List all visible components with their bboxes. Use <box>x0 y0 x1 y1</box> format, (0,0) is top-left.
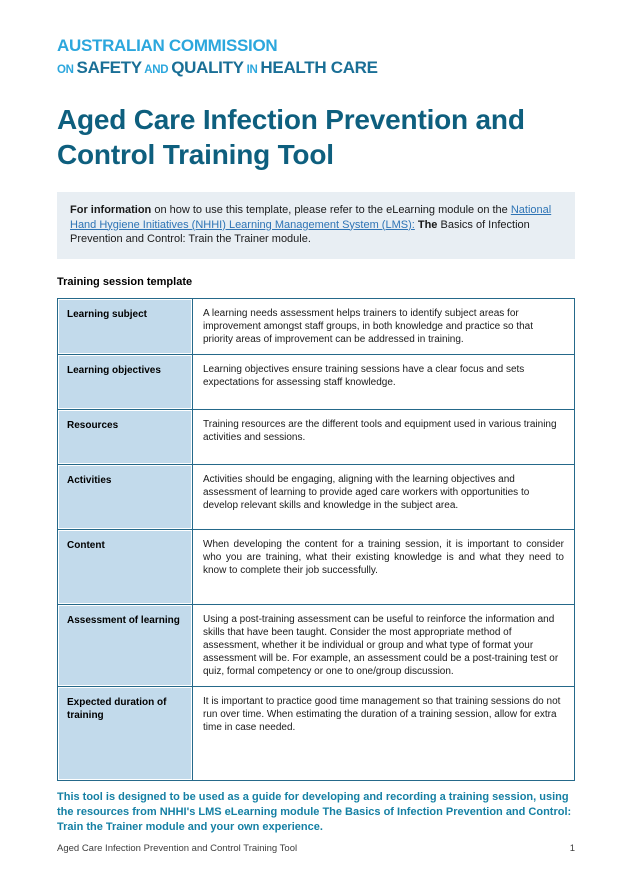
guidance-note: This tool is designed to be used as a guide for developing and recording a training session, using the resources from NHHI's LMS eLearning module The Basics of Infection Prevention and Control: Train the Trainer module and your own experience. <box>57 790 572 833</box>
nhhi-lms-link[interactable]: National Hand Hygiene Initiatives (NHHI) Learning Management System (LMS): <box>70 204 552 231</box>
section-heading: Training session template <box>57 275 193 288</box>
table-row <box>58 464 575 529</box>
info-text-before-link: on how to use this template, please refer to the eLearning module on the <box>151 204 511 216</box>
training-session-table <box>57 298 575 781</box>
logo-line2 <box>57 56 575 82</box>
row-text-cell: When developing the content for a training session, it is important to consider who you are training, what their existing knowledge is and what they need to know to complete their job successfully. <box>193 529 575 604</box>
row-label-cell: Learning subject <box>58 298 193 354</box>
row-text-cell: Activities should be engaging, aligning with the learning objectives and assessment of learning to provide aged care workers with opportunities to develop relevant skills and knowledge in the subject area. <box>193 464 575 529</box>
row-text-cell: Using a post-training assessment can be useful to reinforce the information and skills that have been taught. Consider the most appropriate method of assessment, whether it be individual or group and what type of format your assessment will be. For example, an assessment could be a post-training test or quiz, formal competency or one to one/group discussion. <box>193 604 575 686</box>
table-row <box>58 298 575 354</box>
row-label-cell: Content <box>58 529 193 604</box>
row-label-cell: Assessment of learning <box>58 604 193 686</box>
row-label-cell: Learning objectives <box>58 354 193 409</box>
row-text-cell: Learning objectives ensure training sessions have a clear focus and sets expectations for assessing staff knowledge. <box>193 354 575 409</box>
logo-word-in: IN <box>243 64 261 76</box>
logo-word-healthcare: HEALTH CARE <box>260 58 378 77</box>
row-text-cell: A learning needs assessment helps trainers to identify subject areas for improvement amongst staff groups, in both knowledge and practice so that priority areas of improvement can be addressed in training. <box>193 298 575 354</box>
logo-word-quality: QUALITY <box>171 58 244 77</box>
table-row <box>58 686 575 780</box>
table-row <box>58 409 575 464</box>
table-row <box>58 529 575 604</box>
page-footer <box>57 843 575 854</box>
row-label-cell: Activities <box>58 464 193 529</box>
info-bold-the: The <box>414 218 438 231</box>
table-row <box>58 604 575 686</box>
footer-title: Aged Care Infection Prevention and Control Training Tool <box>57 843 298 854</box>
logo-word-on: ON <box>57 64 77 76</box>
row-text-cell: Training resources are the different tools and equipment used in various training activities and sessions. <box>193 409 575 464</box>
acsqhc-logo <box>57 36 575 82</box>
logo-word-and: AND <box>141 64 172 76</box>
info-lead-bold: For information <box>70 204 152 216</box>
info-box <box>57 192 575 259</box>
info-text-after-link: Basics of Infection Prevention and Control: Train the Trainer module. <box>70 218 530 245</box>
logo-word-safety: SAFETY <box>76 58 142 77</box>
row-label-cell: Resources <box>58 409 193 464</box>
footer-page-number: 1 <box>569 843 575 854</box>
page-title: Aged Care Infection Prevention and Control Training Tool <box>57 104 525 170</box>
table-row <box>58 354 575 409</box>
row-text-cell: It is important to practice good time management so that training sessions do not run over time. When estimating the duration of a training session, allow for extra time in case needed. <box>193 686 575 780</box>
row-label-cell: Expected duration of training <box>58 686 193 780</box>
logo-line1: AUSTRALIAN COMMISSION <box>57 36 278 55</box>
